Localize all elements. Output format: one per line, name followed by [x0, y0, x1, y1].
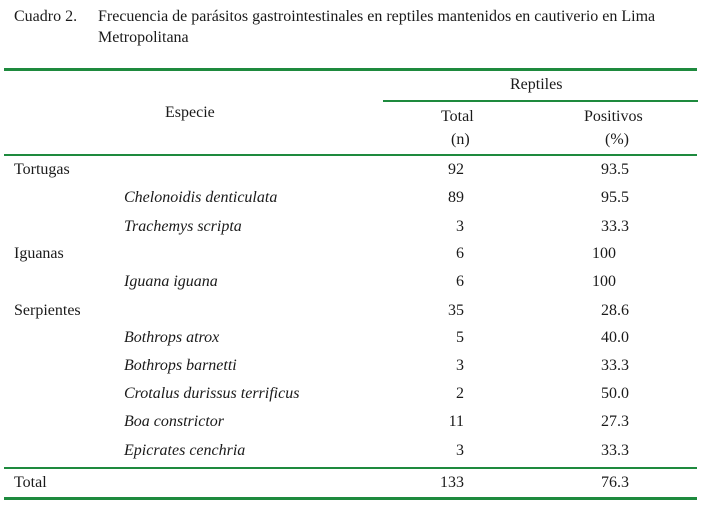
row-total-bothrops-barnetti: 3	[456, 357, 464, 374]
header-total-unit: (n)	[451, 131, 470, 148]
row-total-serpientes: 35	[448, 302, 464, 319]
row-label-boa-constrictor: Boa constrictor	[124, 413, 224, 430]
row-label-bothrops-barnetti: Bothrops barnetti	[124, 357, 237, 374]
row-label-chelonoidis-denticulata: Chelonoidis denticulata	[124, 189, 278, 206]
header-especie: Especie	[165, 104, 215, 121]
row-total-boa-constrictor: 11	[448, 413, 464, 430]
reptiles-header-rule	[383, 100, 698, 102]
row-label-iguana-iguana: Iguana iguana	[124, 273, 218, 290]
total-row-rule	[4, 467, 697, 469]
row-positive-tortugas: 93.5	[601, 161, 629, 178]
row-total-chelonoidis-denticulata: 89	[448, 189, 464, 206]
caption-text: Frecuencia de parásitos gastrointestinales en reptiles mantenidos en cautiverio en Lima Metropolitana	[98, 8, 656, 46]
row-label-bothrops-atrox: Bothrops atrox	[124, 329, 220, 346]
row-label-total: Total	[14, 474, 47, 491]
row-label-tortugas: Tortugas	[14, 161, 70, 178]
row-positive-chelonoidis-denticulata: 95.5	[601, 189, 629, 206]
header-positivos-unit: (%)	[605, 131, 629, 148]
row-label-iguanas: Iguanas	[14, 245, 64, 262]
row-positive-epicrates-cenchria: 33.3	[601, 442, 629, 459]
row-positive-bothrops-atrox: 40.0	[601, 329, 629, 346]
row-total-iguana-iguana: 6	[456, 273, 464, 290]
row-positive-serpientes: 28.6	[601, 302, 629, 319]
table-bottom-rule	[4, 497, 697, 500]
row-total-iguanas: 6	[456, 245, 464, 262]
row-positive-trachemys-scripta: 33.3	[601, 218, 629, 235]
row-positive-iguana-iguana: 100	[592, 273, 616, 290]
row-total-trachemys-scripta: 3	[456, 218, 464, 235]
row-total-crotalus-durissus-terrificus: 2	[456, 385, 464, 402]
row-positive-iguanas: 100	[592, 245, 616, 262]
caption-number: Cuadro 2.	[14, 8, 78, 25]
header-bottom-rule	[4, 154, 697, 156]
row-positive-total: 76.3	[601, 474, 629, 491]
row-positive-crotalus-durissus-terrificus: 50.0	[601, 385, 629, 402]
table-top-rule	[4, 68, 697, 71]
row-total-epicrates-cenchria: 3	[456, 442, 464, 459]
row-label-trachemys-scripta: Trachemys scripta	[124, 218, 242, 235]
header-total: Total	[441, 108, 474, 125]
row-label-epicrates-cenchria: Epicrates cenchria	[124, 442, 246, 459]
header-reptiles: Reptiles	[510, 76, 563, 93]
row-label-serpientes: Serpientes	[14, 302, 81, 319]
header-positivos: Positivos	[584, 108, 643, 125]
row-positive-bothrops-barnetti: 33.3	[601, 357, 629, 374]
row-total-total: 133	[440, 474, 464, 491]
row-total-tortugas: 92	[448, 161, 464, 178]
row-positive-boa-constrictor: 27.3	[601, 413, 629, 430]
row-total-bothrops-atrox: 5	[456, 329, 464, 346]
row-label-crotalus-durissus-terrificus: Crotalus durissus terrificus	[124, 385, 300, 402]
